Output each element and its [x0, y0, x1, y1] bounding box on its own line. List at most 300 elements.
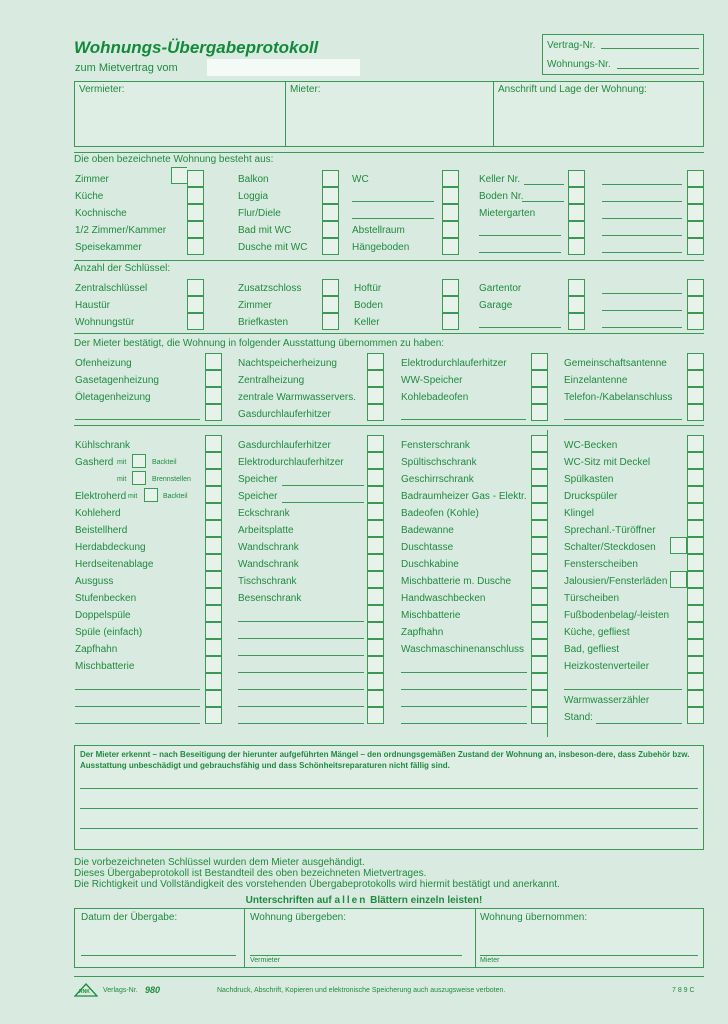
item-checkbox[interactable] — [687, 296, 704, 313]
divider — [285, 81, 286, 147]
item-label: Elektrodurchlauferhitzer — [401, 358, 507, 369]
blank-line[interactable] — [238, 655, 364, 656]
item-label: Gemeinschaftsantenne — [564, 358, 667, 369]
item-label: Spüle (einfach) — [75, 627, 143, 638]
item-label: Boden — [354, 300, 383, 311]
section-rule — [74, 333, 704, 334]
item-label: Mischbatterie m. Dusche — [401, 576, 512, 587]
blank-line[interactable] — [401, 706, 527, 707]
item-checkbox[interactable] — [205, 370, 222, 387]
item-label: Stand: — [564, 712, 593, 723]
defects-statement: Der Mieter erkennt – nach Beseitigung der hierunter aufgeführten Mängel – den ordnungsgemäßen Zustand der Wohnung an, insbeson-dere, dass Zubehör bzw. Ausstattung unbeschädigt und gebrauchsfähig und dass Schönheitsreparaturen nicht fällig sind. — [80, 750, 690, 770]
contract-date-field[interactable] — [207, 59, 360, 76]
item-label: Speisekammer — [75, 242, 142, 253]
item-label: Ausguss — [75, 576, 114, 587]
item-label: Gasetagenheizung — [75, 375, 159, 386]
blank-line[interactable] — [238, 706, 364, 707]
blank-line[interactable] — [75, 723, 200, 724]
item-checkbox[interactable] — [442, 313, 459, 330]
item-checkbox[interactable] — [187, 221, 204, 238]
item-checkbox[interactable] — [687, 452, 704, 469]
item-checkbox[interactable] — [205, 571, 222, 588]
item-label: Gasherd — [75, 457, 114, 468]
blank-line[interactable] — [282, 485, 364, 486]
item-checkbox[interactable] — [187, 204, 204, 221]
item-checkbox[interactable] — [367, 571, 384, 588]
item-checkbox[interactable] — [367, 370, 384, 387]
item-label: Speicher — [238, 474, 278, 485]
item-checkbox[interactable] — [670, 571, 687, 588]
blank-line[interactable] — [522, 201, 564, 202]
item-label: Badraumheizer Gas - Elektr. — [401, 491, 527, 502]
tenant-signature-line[interactable] — [480, 955, 698, 956]
item-checkbox[interactable] — [367, 486, 384, 503]
item-checkbox[interactable] — [322, 187, 339, 204]
item-checkbox[interactable] — [187, 296, 204, 313]
item-checkbox[interactable] — [687, 238, 704, 255]
item-checkbox[interactable] — [205, 707, 222, 724]
form-subtitle: zum Mietvertrag vom — [75, 62, 178, 74]
item-checkbox[interactable] — [687, 690, 704, 707]
item-checkbox[interactable] — [568, 170, 585, 187]
item-checkbox[interactable] — [187, 170, 204, 187]
defects-line[interactable] — [80, 788, 698, 789]
divider — [244, 908, 245, 968]
item-checkbox[interactable] — [687, 187, 704, 204]
blank-line[interactable] — [479, 252, 561, 253]
item-checkbox[interactable] — [687, 588, 704, 605]
item-checkbox[interactable] — [687, 673, 704, 690]
item-checkbox[interactable] — [531, 486, 548, 503]
section-rule — [74, 425, 704, 426]
item-label: Ofenheizung — [75, 358, 132, 369]
item-checkbox[interactable] — [205, 404, 222, 421]
item-label: Bad, gefliest — [564, 644, 620, 655]
rnk-logo — [74, 983, 98, 997]
item-label: Abstellraum — [352, 225, 405, 236]
item-label: Geschirrschrank — [401, 474, 474, 485]
landlord-label: Vermieter: — [79, 84, 125, 95]
item-checkbox[interactable] — [687, 605, 704, 622]
item-checkbox[interactable] — [687, 656, 704, 673]
item-checkbox[interactable] — [367, 353, 384, 370]
item-checkbox[interactable] — [205, 503, 222, 520]
blank-line[interactable] — [282, 502, 364, 503]
item-label: Kochnische — [75, 208, 127, 219]
item-checkbox[interactable] — [531, 639, 548, 656]
signature-heading: Unterschriften auf allen Blättern einzeln leisten! — [245, 895, 483, 906]
rooms-heading: Die oben bezeichnete Wohnung besteht aus: — [74, 154, 274, 165]
item-checkbox[interactable] — [687, 221, 704, 238]
gas-backteil-label: Backteil — [152, 459, 177, 466]
item-label: Zusatzschloss — [238, 283, 302, 294]
item-label: Gasdurchlauferhitzer — [238, 409, 331, 420]
item-label: Öletagenheizung — [75, 392, 151, 403]
item-checkbox[interactable] — [367, 404, 384, 421]
item-label: Zapfhahn — [401, 627, 444, 638]
item-checkbox[interactable] — [568, 296, 585, 313]
item-checkbox[interactable] — [367, 673, 384, 690]
item-checkbox[interactable] — [442, 279, 459, 296]
apartment-no-label: Wohnungs-Nr. — [547, 59, 611, 70]
item-checkbox[interactable] — [531, 690, 548, 707]
item-checkbox[interactable] — [205, 588, 222, 605]
footer-rule — [74, 976, 704, 977]
item-label: Bad mit WC — [238, 225, 292, 236]
blank-line[interactable] — [238, 672, 364, 673]
blank-line[interactable] — [602, 235, 682, 236]
item-checkbox[interactable] — [531, 503, 548, 520]
item-label: Spültischschrank — [401, 457, 477, 468]
item-checkbox[interactable] — [531, 353, 548, 370]
item-label: Fensterscheiben — [564, 559, 638, 570]
item-checkbox[interactable] — [442, 296, 459, 313]
item-label: WC-Becken — [564, 440, 618, 451]
item-checkbox[interactable] — [687, 435, 704, 452]
item-checkbox[interactable] — [687, 404, 704, 421]
item-checkbox[interactable] — [442, 170, 459, 187]
blank-line[interactable] — [524, 184, 564, 185]
item-label: Schalter/Steckdosen — [564, 542, 656, 553]
note-line: Die Richtigkeit und Vollständigkeit des vorstehenden Übergabeprotokolls wird hiermit bestätigt und anerkannt. — [74, 879, 560, 890]
item-checkbox[interactable] — [687, 469, 704, 486]
section-rule — [74, 152, 704, 153]
gas-backteil-checkbox[interactable] — [132, 454, 146, 468]
item-checkbox[interactable] — [531, 707, 548, 724]
item-checkbox[interactable] — [367, 387, 384, 404]
blank-line[interactable] — [238, 621, 364, 622]
item-checkbox[interactable] — [687, 707, 704, 724]
keys-heading: Anzahl der Schlüssel: — [74, 263, 171, 274]
item-label: WW-Speicher — [401, 375, 463, 386]
blank-line[interactable] — [401, 689, 527, 690]
item-label: Dusche mit WC — [238, 242, 308, 253]
form-title: Wohnungs-Übergabeprotokoll — [74, 38, 319, 57]
item-label: Beistellherd — [75, 525, 128, 536]
item-label: Elektrodurchlauferhitzer — [238, 457, 344, 468]
item-checkbox[interactable] — [367, 588, 384, 605]
item-checkbox[interactable] — [531, 469, 548, 486]
item-checkbox[interactable] — [687, 387, 704, 404]
item-checkbox[interactable] — [568, 187, 585, 204]
item-label: Gartentor — [479, 283, 522, 294]
item-label: Waschmaschinenanschluss — [401, 644, 525, 655]
item-label: Balkon — [238, 174, 269, 185]
item-checkbox[interactable] — [568, 238, 585, 255]
blank-line[interactable] — [602, 184, 682, 185]
item-checkbox[interactable] — [442, 187, 459, 204]
item-label: Kühlschrank — [75, 440, 131, 451]
item-checkbox[interactable] — [205, 537, 222, 554]
item-checkbox[interactable] — [670, 537, 687, 554]
item-checkbox[interactable] — [687, 279, 704, 296]
item-label: Besenschrank — [238, 593, 302, 604]
item-checkbox[interactable] — [367, 537, 384, 554]
item-label: Mischbatterie — [75, 661, 135, 672]
item-checkbox[interactable] — [205, 452, 222, 469]
item-checkbox[interactable] — [531, 656, 548, 673]
item-label: Eckschrank — [238, 508, 290, 519]
tenant-label: Mieter: — [290, 84, 321, 95]
item-checkbox[interactable] — [687, 639, 704, 656]
item-checkbox[interactable] — [367, 503, 384, 520]
item-label: Küche — [75, 191, 104, 202]
blank-line[interactable] — [352, 201, 434, 202]
blank-line[interactable] — [479, 235, 561, 236]
blank-line[interactable] — [401, 672, 527, 673]
item-label: Doppelspüle — [75, 610, 131, 621]
item-checkbox[interactable] — [687, 313, 704, 330]
item-label: Küche, gefliest — [564, 627, 630, 638]
item-checkbox[interactable] — [442, 221, 459, 238]
item-label: Jalousien/Fensterläden — [564, 576, 668, 587]
blank-line[interactable] — [75, 419, 200, 420]
item-checkbox[interactable] — [568, 221, 585, 238]
gas-mit-label: mit — [117, 476, 127, 483]
note-line: Dieses Übergabeprotokoll ist Bestandteil des oben bezeichneten Mietvertrages. — [74, 868, 427, 879]
item-checkbox[interactable] — [531, 554, 548, 571]
item-checkbox[interactable] — [367, 690, 384, 707]
publisher-number: 980 — [145, 985, 161, 995]
blank-line[interactable] — [602, 218, 682, 219]
item-label: Zentralschlüssel — [75, 283, 148, 294]
item-checkbox[interactable] — [205, 622, 222, 639]
item-checkbox[interactable] — [687, 170, 704, 187]
item-checkbox[interactable] — [442, 238, 459, 255]
item-checkbox[interactable] — [531, 387, 548, 404]
tenant-caption: Mieter — [480, 957, 500, 964]
blank-line[interactable] — [602, 201, 682, 202]
contract-no-label: Vertrag-Nr. — [547, 40, 596, 51]
item-label: Stufenbecken — [75, 593, 137, 604]
item-checkbox[interactable] — [322, 204, 339, 221]
item-checkbox[interactable] — [205, 554, 222, 571]
item-checkbox[interactable] — [531, 370, 548, 387]
item-label: Wandschrank — [238, 559, 299, 570]
item-label: Briefkasten — [238, 317, 289, 328]
item-label: Telefon-/Kabelanschluss — [564, 392, 673, 403]
item-checkbox[interactable] — [322, 238, 339, 255]
item-checkbox[interactable] — [205, 656, 222, 673]
item-checkbox[interactable] — [322, 170, 339, 187]
item-label: Badeofen (Kohle) — [401, 508, 479, 519]
item-label: Speicher — [238, 491, 278, 502]
blank-line[interactable] — [602, 252, 682, 253]
address-label: Anschrift und Lage der Wohnung: — [498, 84, 647, 95]
elektro-backteil-checkbox[interactable] — [144, 488, 158, 502]
item-label: Einzelantenne — [564, 375, 628, 386]
item-checkbox[interactable] — [367, 605, 384, 622]
item-checkbox[interactable] — [568, 313, 585, 330]
item-checkbox[interactable] — [531, 452, 548, 469]
item-checkbox[interactable] — [171, 167, 187, 184]
blank-line[interactable] — [564, 419, 682, 420]
item-label: Mischbatterie — [401, 610, 461, 621]
item-label: Druckspüler — [564, 491, 618, 502]
item-checkbox[interactable] — [322, 313, 339, 330]
item-checkbox[interactable] — [687, 520, 704, 537]
item-checkbox[interactable] — [531, 605, 548, 622]
blank-line[interactable] — [401, 419, 526, 420]
blank-line[interactable] — [238, 638, 364, 639]
item-checkbox[interactable] — [367, 639, 384, 656]
gas-mit-label: mit — [117, 459, 127, 466]
blank-line[interactable] — [479, 327, 561, 328]
item-label: Keller Nr. — [479, 174, 521, 185]
defects-line[interactable] — [80, 828, 698, 829]
item-checkbox[interactable] — [205, 690, 222, 707]
item-label: Loggia — [238, 191, 269, 202]
item-checkbox[interactable] — [568, 279, 585, 296]
item-checkbox[interactable] — [205, 353, 222, 370]
blank-line[interactable] — [75, 706, 200, 707]
item-checkbox[interactable] — [687, 622, 704, 639]
item-label: Arbeitsplatte — [238, 525, 294, 536]
item-checkbox[interactable] — [205, 435, 222, 452]
item-checkbox[interactable] — [531, 404, 548, 421]
elektro-backteil-label: Backteil — [163, 493, 188, 500]
blank-line[interactable] — [602, 327, 682, 328]
item-checkbox[interactable] — [367, 656, 384, 673]
item-checkbox[interactable] — [205, 520, 222, 537]
item-checkbox[interactable] — [531, 588, 548, 605]
item-label: Heizkostenverteiler — [564, 661, 650, 672]
item-checkbox[interactable] — [687, 537, 704, 554]
item-checkbox[interactable] — [205, 639, 222, 656]
item-checkbox[interactable] — [531, 537, 548, 554]
item-checkbox[interactable] — [187, 238, 204, 255]
blank-line[interactable] — [352, 218, 434, 219]
item-label: 1/2 Zimmer/Kammer — [75, 225, 167, 236]
item-checkbox[interactable] — [205, 469, 222, 486]
blank-line[interactable] — [564, 689, 682, 690]
item-label: Herdabdeckung — [75, 542, 146, 553]
item-label: Handwaschbecken — [401, 593, 486, 604]
form-code: 7 8 9 C — [672, 987, 695, 994]
divider — [493, 81, 494, 147]
item-checkbox[interactable] — [367, 707, 384, 724]
blank-line[interactable] — [602, 293, 682, 294]
item-label: Badewanne — [401, 525, 454, 536]
item-checkbox[interactable] — [531, 435, 548, 452]
item-checkbox[interactable] — [687, 503, 704, 520]
handover-date-label: Datum der Übergabe: — [81, 912, 178, 923]
item-checkbox[interactable] — [205, 387, 222, 404]
item-checkbox[interactable] — [687, 370, 704, 387]
item-label: Gasdurchlauferhitzer — [238, 440, 331, 451]
blank-line[interactable] — [596, 723, 682, 724]
item-checkbox[interactable] — [687, 486, 704, 503]
item-checkbox[interactable] — [531, 571, 548, 588]
apartment-no-field[interactable] — [617, 68, 699, 69]
item-checkbox[interactable] — [568, 204, 585, 221]
blank-line[interactable] — [401, 723, 527, 724]
item-checkbox[interactable] — [367, 622, 384, 639]
handed-over-label: Wohnung übergeben: — [250, 912, 347, 923]
logo-text: RNK — [79, 989, 90, 995]
item-label: Zimmer — [75, 174, 109, 185]
item-checkbox[interactable] — [205, 673, 222, 690]
item-label: Zapfhahn — [75, 644, 118, 655]
divider — [475, 908, 476, 968]
item-checkbox[interactable] — [205, 486, 222, 503]
item-label: Fußbodenbelag/-leisten — [564, 610, 670, 621]
item-label: Sprechanl.-Türöffner — [564, 525, 656, 536]
item-checkbox[interactable] — [687, 571, 704, 588]
copyright-note: Nachdruck, Abschrift, Kopieren und elektronische Speicherung auch auszugsweise verboten. — [217, 987, 506, 994]
taken-over-label: Wohnung übernommen: — [480, 912, 588, 923]
item-label: Elektroherd — [75, 491, 127, 502]
item-checkbox[interactable] — [531, 622, 548, 639]
item-label: Flur/Diele — [238, 208, 281, 219]
item-checkbox[interactable] — [367, 435, 384, 452]
item-label: Fensterschrank — [401, 440, 470, 451]
item-label: Keller — [354, 317, 380, 328]
item-checkbox[interactable] — [442, 204, 459, 221]
section-rule — [74, 260, 704, 261]
item-label: Nachtspeicherheizung — [238, 358, 337, 369]
item-label: Klingel — [564, 508, 595, 519]
item-checkbox[interactable] — [367, 554, 384, 571]
contract-no-field[interactable] — [601, 48, 699, 49]
item-label: Garage — [479, 300, 513, 311]
gas-brennstellen-checkbox[interactable] — [132, 471, 146, 485]
item-checkbox[interactable] — [322, 296, 339, 313]
item-checkbox[interactable] — [322, 279, 339, 296]
item-checkbox[interactable] — [687, 353, 704, 370]
item-label: zentrale Warmwasservers. — [238, 392, 356, 403]
item-checkbox[interactable] — [531, 520, 548, 537]
item-label: Türscheiben — [564, 593, 620, 604]
item-checkbox[interactable] — [187, 279, 204, 296]
item-checkbox[interactable] — [367, 452, 384, 469]
landlord-signature-line[interactable] — [250, 955, 462, 956]
blank-line[interactable] — [602, 310, 682, 311]
item-checkbox[interactable] — [687, 554, 704, 571]
blank-line[interactable] — [238, 689, 364, 690]
item-checkbox[interactable] — [187, 187, 204, 204]
item-label: Wohnungstür — [75, 317, 135, 328]
blank-line[interactable] — [75, 689, 200, 690]
item-checkbox[interactable] — [187, 313, 204, 330]
equipment-heading: Der Mieter bestätigt, die Wohnung in folgender Ausstattung übernommen zu haben: — [74, 338, 445, 349]
item-label: Warmwasserzähler — [564, 695, 650, 706]
landlord-caption: Vermieter — [250, 957, 280, 964]
item-label: Herdseitenablage — [75, 559, 154, 570]
item-checkbox[interactable] — [687, 204, 704, 221]
item-checkbox[interactable] — [322, 221, 339, 238]
item-checkbox[interactable] — [367, 469, 384, 486]
item-label: Zentralheizung — [238, 375, 305, 386]
item-label: Duschkabine — [401, 559, 459, 570]
item-checkbox[interactable] — [531, 673, 548, 690]
item-label: WC-Sitz mit Deckel — [564, 457, 651, 468]
item-checkbox[interactable] — [367, 520, 384, 537]
item-label: Haustür — [75, 300, 111, 311]
date-signature-line[interactable] — [81, 955, 236, 956]
item-label: Zimmer — [238, 300, 272, 311]
item-label: Hängeboden — [352, 242, 410, 253]
blank-line[interactable] — [238, 723, 364, 724]
publisher-label: Verlags-Nr. — [103, 987, 138, 994]
item-label: Spülkasten — [564, 474, 614, 485]
item-label: Kohleherd — [75, 508, 121, 519]
note-line: Die vorbezeichneten Schlüssel wurden dem Mieter ausgehändigt. — [74, 857, 365, 868]
item-checkbox[interactable] — [205, 605, 222, 622]
gas-brennstellen-label: Brennstellen — [152, 476, 191, 483]
defects-line[interactable] — [80, 808, 698, 809]
item-label: Hoftür — [354, 283, 382, 294]
